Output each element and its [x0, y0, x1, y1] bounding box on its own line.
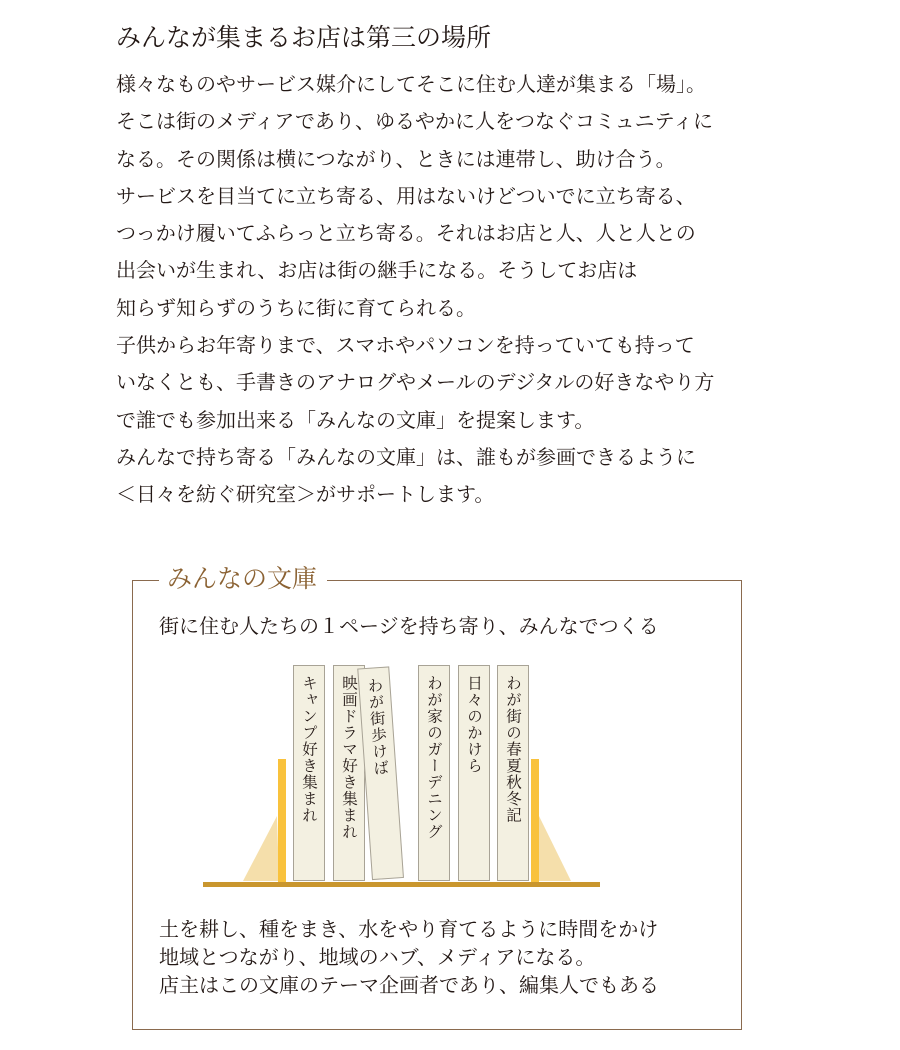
book-spine: [458, 665, 490, 881]
book-spine: [418, 665, 450, 881]
description-line: 地域とつながり、地域のハブ、メディアになる。: [159, 945, 596, 969]
paragraph-line: そこは街のメディアであり、ゆるやかに人をつなぐコミュニティに: [116, 109, 713, 134]
right-bookend-shadow: [537, 816, 571, 881]
description-line: 土を耕し、種をまき、水をやり育てるように時間をかけ: [159, 917, 659, 941]
paragraph-line: 様々なものやサービス媒介にしてそこに住む人達が集まる「場」。: [116, 72, 706, 96]
library-subtitle: 街に住む人たちの１ページを持ち寄り、みんなでつくる: [159, 614, 659, 638]
description-line: 店主はこの文庫のテーマ企画者であり、編集人でもある: [159, 973, 659, 997]
paragraph-line: 知らず知らずのうちに街に育てられる。: [116, 295, 476, 320]
left-bookend-shadow: [243, 816, 279, 881]
paragraph-line: つっかけ履いてふらっと立ち寄る。それはお店と人、人と人との: [116, 221, 696, 246]
book-title: 日々のかけら: [465, 675, 483, 774]
right-bookend: [531, 759, 539, 883]
paragraph-line: で誰でも参加出来る「みんなの文庫」を提案します。: [116, 407, 595, 432]
book-title: わが家のガーデニング: [425, 675, 443, 840]
page-title: みんなが集まるお店は第三の場所: [116, 23, 492, 52]
paragraph-line: 子供からお年寄りまで、スマホやパソコンを持っていても持って: [116, 333, 695, 358]
library-description: [159, 915, 659, 999]
book-spine: [293, 665, 325, 881]
intro-paragraph: [116, 66, 816, 514]
paragraph-line: 出会いが生まれ、お店は街の継手になる。そうしてお店は: [116, 258, 638, 283]
book-title: わが街歩けば: [364, 676, 390, 777]
paragraph-line: みんなで持ち寄る「みんなの文庫」は、誰もが参画できるように: [116, 444, 696, 469]
paragraph-line: ＜日々を紡ぐ研究室＞がサポートします。: [116, 482, 495, 507]
library-title: みんなの文庫: [159, 561, 327, 597]
book-title: 映画ドラマ好き集まれ: [340, 675, 358, 840]
shelf-board: [203, 882, 600, 887]
book-title: キャンプ好き集まれ: [300, 675, 318, 824]
library-panel: [132, 564, 742, 1030]
left-bookend: [278, 759, 286, 883]
paragraph-line: いなくとも、手書きのアナログやメールのデジタルの好きなやり方: [116, 370, 715, 395]
paragraph-line: なる。その関係は横につながり、ときには連帯し、助け合う。: [116, 146, 676, 171]
paragraph-line: サービスを目当てに立ち寄る、用はないけどついでに立ち寄る、: [116, 183, 696, 208]
book-title: わが街の春夏秋冬記: [504, 675, 522, 824]
book-spine: [497, 665, 529, 881]
